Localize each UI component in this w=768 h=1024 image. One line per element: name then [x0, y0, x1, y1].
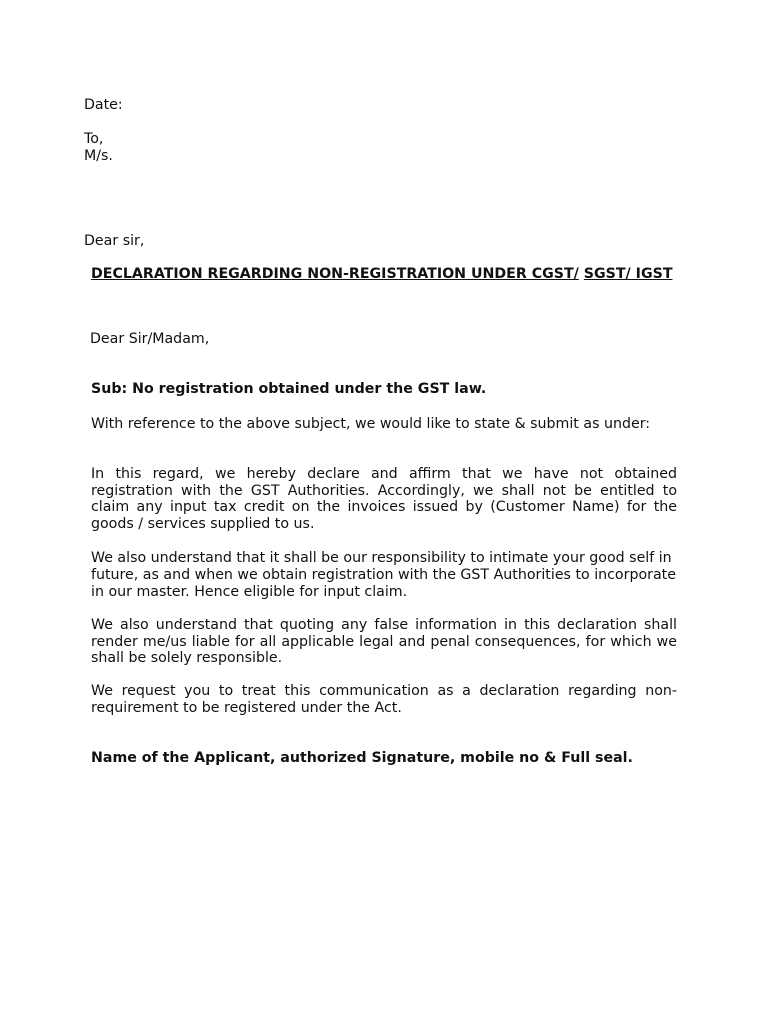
- paragraph-declaration: In this regard, we hereby declare and affirm that we have not obtained registration with the GST Authorities. Accordingly, we shall not be entitled to claim any input tax credit on the invoices issued by (Customer Name) for the goods / services supplied to us.: [91, 466, 677, 532]
- paragraph-reference: With reference to the above subject, we would like to state & submit as under:: [91, 416, 651, 432]
- declaration-heading: [91, 266, 691, 283]
- heading-part-1: DECLARATION REGARDING NON-REGISTRATION UNDER CGST/: [91, 266, 579, 282]
- paragraph-responsibility: We also understand that it shall be our responsibility to intimate your good self in future, as and when we obtain registration with the GST Authorities to incorporate in our master. Hence eligible for input claim.: [91, 550, 676, 600]
- salutation: Dear sir,: [84, 233, 145, 249]
- salutation-2: Dear Sir/Madam,: [90, 331, 210, 347]
- heading-part-2: SGST/ IGST: [583, 266, 673, 282]
- recipient-ms-label: M/s.: [84, 148, 113, 164]
- subject-line: Sub: No registration obtained under the GST law.: [91, 381, 487, 397]
- date-label: Date:: [84, 97, 123, 113]
- paragraph-request: We request you to treat this communication as a declaration regarding non- requirement to be registered under the Act.: [91, 683, 677, 716]
- recipient-to-label: To,: [84, 131, 104, 147]
- paragraph-liability: We also understand that quoting any false information in this declaration shall render me/us liable for all applicable legal and penal consequences, for which we shall be solely responsible.: [91, 617, 677, 666]
- closing-signature-line: Name of the Applicant, authorized Signature, mobile no & Full seal.: [91, 750, 633, 766]
